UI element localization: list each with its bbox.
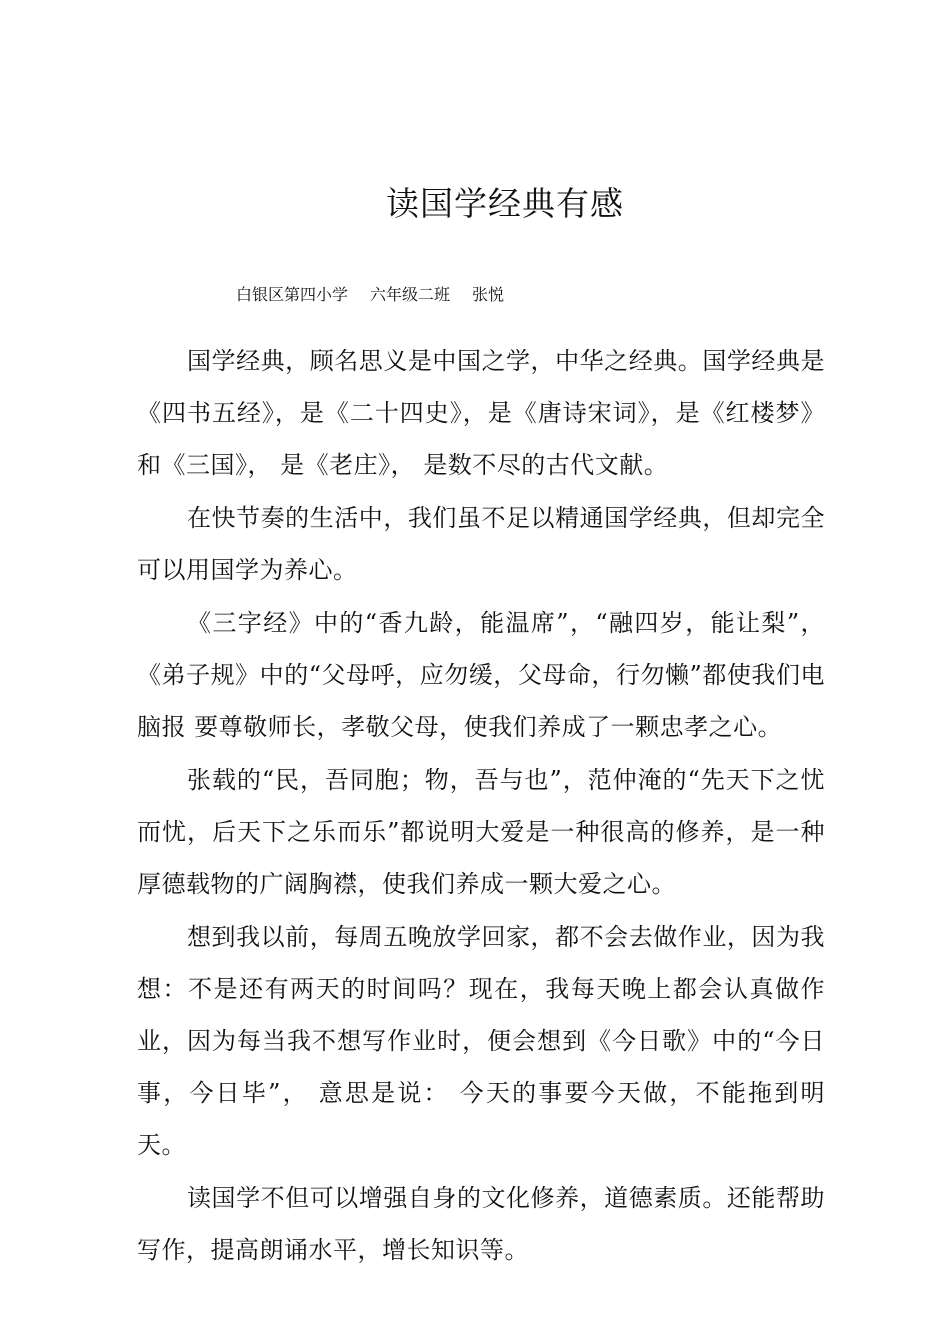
paragraph: 想到我以前，每周五晚放学回家，都不会去做作业，因为我想：不是还有两天的时间吗？现在，我每天晚上都会认真做作业，因为每当我不想写作业时，便会想到《今日歌》中的“今日事，今日毕”， 意思是说： 今天的事要今天做，不能拖到明天。	[137, 923, 825, 1159]
school-name: 白银区第四小学	[236, 285, 349, 304]
document-title: 读国学经典有感	[386, 184, 624, 223]
essay-body	[137, 335, 825, 1277]
paragraph: 张载的“民，吾同胞；物，吾与也”，范仲淹的“先天下之忧而忧，后天下之乐而乐”都说明大爱是一种很高的修养，是一种厚德载物的广阔胸襟，使我们养成一颗大爱之心。	[137, 766, 825, 898]
paragraph: 在快节奏的生活中，我们虽不足以精通国学经典，但却完全可以用国学为养心。	[137, 504, 825, 584]
author-byline	[236, 282, 504, 305]
paragraph: 国学经典，顾名思义是中国之学，中华之经典。国学经典是《四书五经》，是《二十四史》，是《唐诗宋词》，是《红楼梦》和《三国》， 是《老庄》， 是数不尽的古代文献。	[137, 347, 825, 479]
paragraph: 《三字经》中的“香九龄，能温席”，“融四岁，能让梨”，《弟子规》中的“父母呼，应勿缓，父母命，行勿懒”都使我们电脑报 要尊敬师长，孝敬父母，使我们养成了一颗忠孝之心。	[137, 609, 825, 741]
author-name: 张悦	[472, 285, 505, 304]
paragraph: 读国学不但可以增强自身的文化修养，道德素质。还能帮助写作，提高朗诵水平，增长知识等。	[137, 1184, 825, 1264]
class-name: 六年级二班	[370, 285, 451, 304]
